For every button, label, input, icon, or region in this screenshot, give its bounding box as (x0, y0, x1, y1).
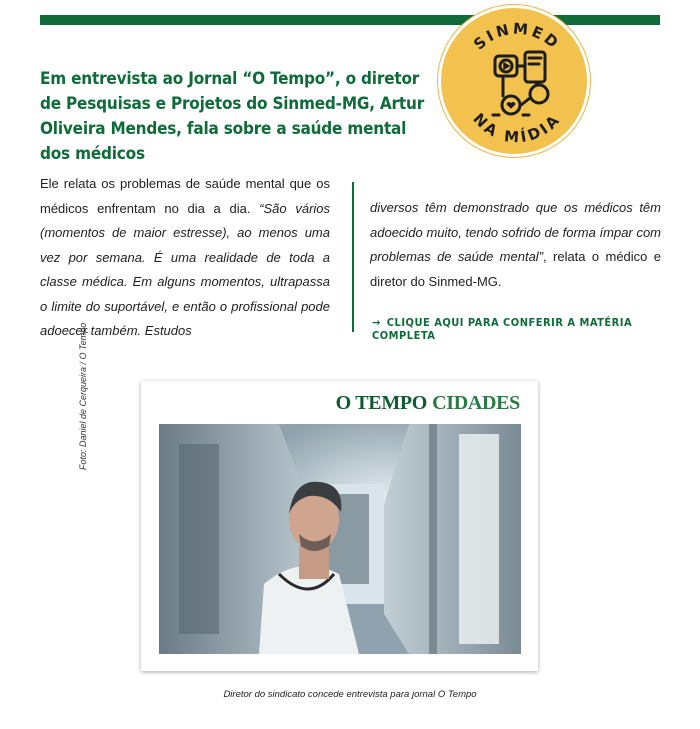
newspaper-name: O TEMPO (335, 392, 428, 414)
column-divider (352, 182, 354, 332)
body-intro-text: Ele relata os problemas de saúde mental que os médicos enfrentam no dia a dia. (40, 176, 330, 216)
badge-bottom-text: NA MÍDIA (469, 109, 565, 147)
headline: Em entrevista ao Jornal “O Tempo”, o diretor de Pesquisas e Projetos do Sinmed-MG, Artur Oliveira Mendes, fala sobre a saúde mental dos médicos (40, 69, 425, 164)
newspaper-clipping (141, 381, 538, 671)
sinmed-na-midia-badge (438, 5, 590, 157)
read-full-article-link[interactable] (372, 316, 662, 342)
body-attribution-text: , relata o médico e diretor do Sinmed-MG. (370, 249, 661, 289)
newspaper-section: CIDADES (432, 392, 520, 414)
read-full-article-label: CLIQUE AQUI PARA CONFERIR A MATÉRIA COMPLETA (372, 316, 633, 342)
badge-top-text: SINMED (470, 19, 564, 54)
media-devices-icon (441, 8, 593, 160)
body-column-right (370, 196, 661, 294)
newspaper-masthead (336, 392, 520, 415)
body-quote-continued: diversos têm demonstrado que os médicos têm adoecido muito, tendo sofrido de forma ímpar com problemas de saúde mental” (370, 200, 661, 264)
interview-photo (159, 424, 521, 654)
body-column-left (40, 172, 330, 344)
photo-credit: Foto: Daniel de Cerqueira / O Tempo (78, 322, 88, 470)
arrow-right-icon: → (372, 316, 381, 329)
doctor-in-hallway-image (159, 424, 521, 654)
body-quote-text: “São vários (momentos de maior estresse), ao menos uma vez por semana. É uma realidade de toda a classe médica. Em alguns momentos, ultrapassa o limite do suportável, e então o profissional pode adoecer também. Estudos (40, 200, 331, 338)
photo-caption: Diretor do sindicato concede entrevista para jornal O Tempo (223, 689, 477, 700)
